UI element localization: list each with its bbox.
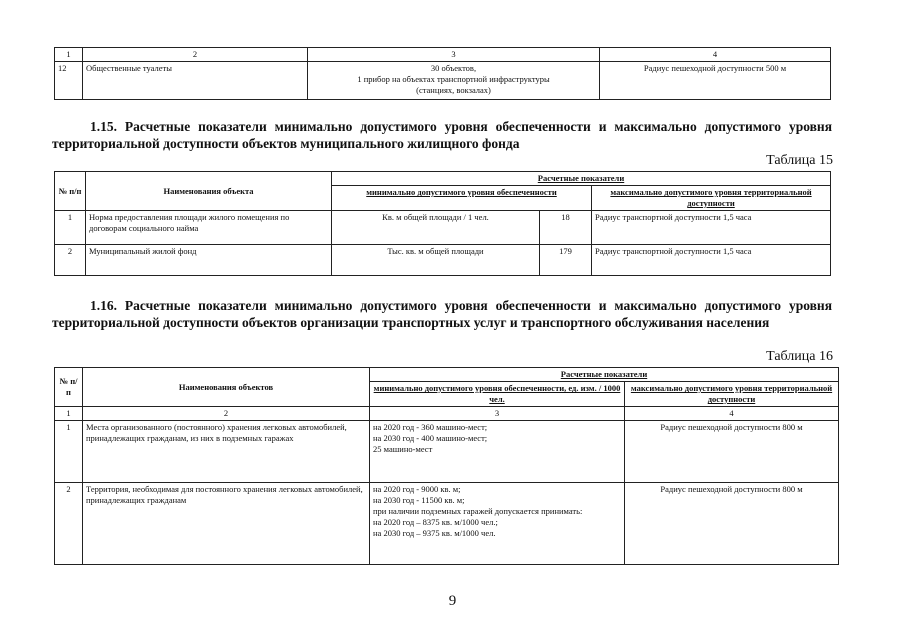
row-access: Радиус транспортной доступности 1,5 часа <box>592 211 831 245</box>
header-number: № п/п <box>55 368 83 407</box>
table-label-15: Таблица 15 <box>766 153 833 168</box>
indicator-line: 30 объектов, <box>430 63 477 73</box>
row-name: Норма предоставления площади жилого помещения по договорам социального найма <box>86 211 332 245</box>
table-label-16: Таблица 16 <box>766 349 833 364</box>
row-access: Радиус транспортной доступности 1,5 часа <box>592 245 831 276</box>
row-indicator <box>370 483 625 565</box>
header-calculated-indicators: Расчетные показатели <box>332 172 831 186</box>
indicator-line: при наличии подземных гаражей допускается принимать: <box>373 506 583 516</box>
row-access: Радиус пешеходной доступности 800 м <box>625 483 839 565</box>
row-number: 1 <box>55 211 86 245</box>
row-number: 2 <box>55 483 83 565</box>
col-number-1: 1 <box>55 48 83 62</box>
header-max-level: максимально допустимого уровня территориальной доступности <box>625 382 839 407</box>
row-name: Места организованного (постоянного) хранения легковых автомобилей, принадлежащих гражданам, из них в подземных гаражах <box>83 421 370 483</box>
column-numbers-row <box>55 407 839 421</box>
row-name: Муниципальный жилой фонд <box>86 245 332 276</box>
col-number-4: 4 <box>600 48 831 62</box>
row-unit: Тыс. кв. м общей площади <box>332 245 540 276</box>
table-row <box>55 421 839 483</box>
header-min-level: минимально допустимого уровня обеспеченности <box>332 186 592 211</box>
row-number: 12 <box>55 62 83 100</box>
table-header-row <box>55 368 839 382</box>
header-min-level: минимально допустимого уровня обеспеченности, ед. изм. / 1000 чел. <box>370 382 625 407</box>
indicator-line: на 2030 год – 9375 кв. м/1000 чел. <box>373 528 496 538</box>
header-number: № п/п <box>55 172 86 211</box>
col-number-3: 3 <box>370 407 625 421</box>
table-header-row <box>55 48 831 62</box>
col-number-2: 2 <box>83 48 308 62</box>
row-value: 179 <box>540 245 592 276</box>
table-row <box>55 483 839 565</box>
table-row <box>55 211 831 245</box>
row-number: 1 <box>55 421 83 483</box>
indicator-line: на 2020 год - 360 машино-мест; <box>373 422 488 432</box>
table-16 <box>54 367 839 565</box>
table-row <box>55 62 831 100</box>
page-number: 9 <box>448 593 457 609</box>
indicator-line: (станциях, вокзалах) <box>416 85 491 95</box>
row-value: 18 <box>540 211 592 245</box>
indicator-line: на 2030 год - 11500 кв. м; <box>373 495 465 505</box>
col-number-4: 4 <box>625 407 839 421</box>
indicator-line: на 2020 год - 9000 кв. м; <box>373 484 461 494</box>
indicator-line: 25 машино-мест <box>373 444 433 454</box>
indicator-line: на 2030 год - 400 машино-мест; <box>373 433 488 443</box>
header-object-name: Наименования объекта <box>86 172 332 211</box>
row-unit: Кв. м общей площади / 1 чел. <box>332 211 540 245</box>
row-name: Территория, необходимая для постоянного хранения легковых автомобилей, принадлежащих гражданам <box>83 483 370 565</box>
row-access: Радиус пешеходной доступности 800 м <box>625 421 839 483</box>
section-heading-1-16: 1.16. Расчетные показатели минимально допустимого уровня обеспеченности и максимально допустимого уровня территориальной доступности объектов организации транспортных услуг и транспортного обслуживания населения <box>52 298 832 330</box>
header-max-level: максимально допустимого уровня территориальной доступности <box>592 186 831 211</box>
indicator-line: 1 прибор на объектах транспортной инфраструктуры <box>357 74 550 84</box>
row-indicator <box>370 421 625 483</box>
row-indicator <box>308 62 600 100</box>
indicator-line: на 2020 год – 8375 кв. м/1000 чел.; <box>373 517 498 527</box>
table-15 <box>54 171 831 276</box>
col-number-1: 1 <box>55 407 83 421</box>
top-table <box>54 47 831 100</box>
col-number-2: 2 <box>83 407 370 421</box>
row-access: Радиус пешеходной доступности 500 м <box>600 62 831 100</box>
header-calculated-indicators: Расчетные показатели <box>370 368 839 382</box>
header-object-name: Наименования объектов <box>83 368 370 407</box>
table-header-row <box>55 172 831 186</box>
col-number-3: 3 <box>308 48 600 62</box>
section-heading-1-15: 1.15. Расчетные показатели минимально допустимого уровня обеспеченности и максимально допустимого уровня территориальной доступности объектов муниципального жилищного фонда <box>52 119 832 151</box>
table-row <box>55 245 831 276</box>
row-name: Общественные туалеты <box>83 62 308 100</box>
row-number: 2 <box>55 245 86 276</box>
